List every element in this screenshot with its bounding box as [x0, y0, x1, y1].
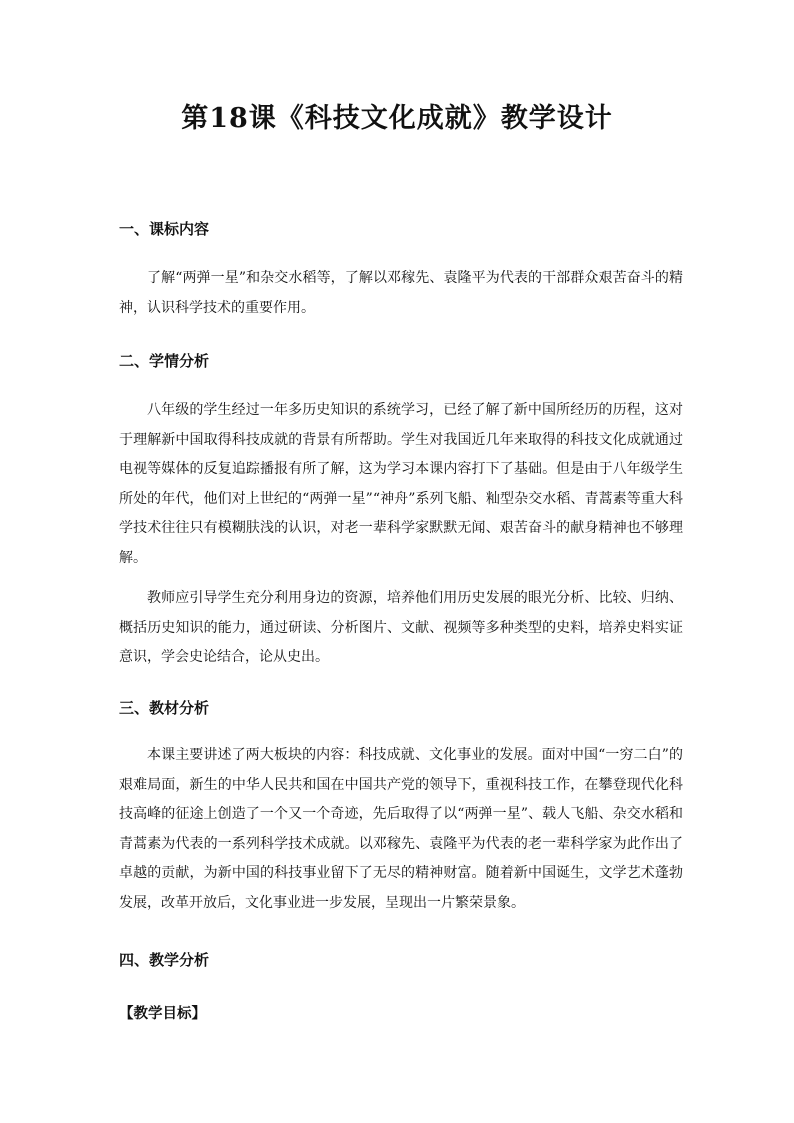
section-heading-teaching-analysis: 四、教学分析 [119, 951, 210, 969]
section-heading-student-analysis: 二、学情分析 [119, 352, 210, 370]
paragraph-curriculum: 了解“两弹一星”和杂交水稻等，了解以邓稼先、袁隆平为代表的干部群众艰苦奋斗的精神，认识科学技术的重要作用。 [119, 270, 683, 316]
paragraph-student-analysis-1: 八年级的学生经过一年多历史知识的系统学习，已经了解了新中国所经历的历程，这对于理解新中国取得科技成就的背景有所帮助。学生对我国近几年来取得的科技文化成就通过电视等媒体的反复追踪播报有所了解，这为学习本课内容打下了基础。但是由于八年级学生所处的年代，他们对上世纪的“两弹一星”“神舟”系列飞船、籼型杂交水稻、青蒿素等重大科学技术往往只有模糊肤浅的认识，对老一辈科学家默默无闻、艰苦奋斗的献身精神也不够理解。 [119, 402, 683, 566]
paragraph-student-analysis-2: 教师应引导学生充分利用身边的资源，培养他们用历史发展的眼光分析、比较、归纳、概括历史知识的能力，通过研读、分析图片、文献、视频等多种类型的史料，培养史料实证意识，学会史论结合，论从史出。 [119, 590, 683, 665]
subheading-teaching-objectives: 【教学目标】 [119, 1005, 206, 1022]
section-heading-textbook-analysis: 三、教材分析 [119, 699, 210, 717]
paragraph-textbook-analysis: 本课主要讲述了两大板块的内容：科技成就、文化事业的发展。面对中国“一穷二白”的艰难局面，新生的中华人民共和国在中国共产党的领导下，重视科技工作，在攀登现代化科技高峰的征途上创造了一个又一个奇迹，先后取得了以“两弹一星”、载人飞船、杂交水稻和青蒿素为代表的一系列科学技术成就。以邓稼先、袁隆平为代表的老一辈科学家为此作出了卓越的贡献，为新中国的科技事业留下了无尽的精神财富。随着新中国诞生，文学艺术蓬勃发展，改革开放后，文化事业进一步发展，呈现出一片繁荣景象。 [119, 747, 683, 911]
page-title: 第18课《科技文化成就》教学设计 [181, 103, 613, 134]
section-heading-curriculum: 一、课标内容 [119, 220, 210, 238]
